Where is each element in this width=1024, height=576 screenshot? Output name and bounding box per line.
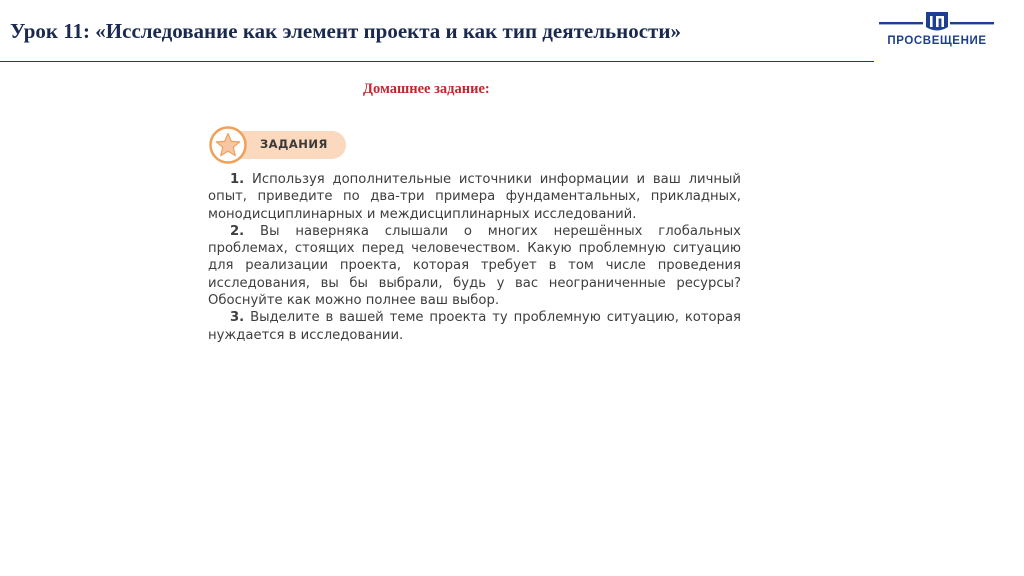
homework-heading: Домашнее задание: [363,81,490,97]
tasks-panel [204,125,744,344]
task-text: Вы наверняка слышали о многих нерешённых глобальных проблемах, стоящих перед человечеством. Какую проблемную ситуацию для реализации проекта, которая требует в том числе проведения исследования, вы бы выбрали, будь у вас неограниченные ресурсы? Обоснуйте как можно полнее ваш выбор. [208,223,741,309]
task-item-3 [208,309,741,344]
tasks-header [204,125,744,167]
page-title: Урок 11: «Исследование как элемент проекта и как тип деятельности» [10,19,681,43]
logo-emblem-icon [876,10,998,34]
task-number: 2. [230,223,245,239]
tasks-label: ЗАДАНИЯ [260,137,328,151]
task-text: Используя дополнительные источники информации и ваш личный опыт, приведите по два-три примера фундаментальных, прикладных, монодисциплинарных и междисциплинарных исследований. [208,172,741,222]
task-item-2 [208,223,741,309]
task-text: Выделите в вашей теме проекта ту проблемную ситуацию, которая нуждается в исследовании. [208,310,741,343]
task-item-1 [208,171,741,223]
star-icon [208,125,248,165]
task-number: 1. [230,172,245,187]
prosveshchenie-logo [876,10,998,54]
task-number: 3. [230,310,245,326]
logo-wordmark: ПРОСВЕЩЕНИЕ [887,35,987,47]
title-divider [0,61,874,62]
